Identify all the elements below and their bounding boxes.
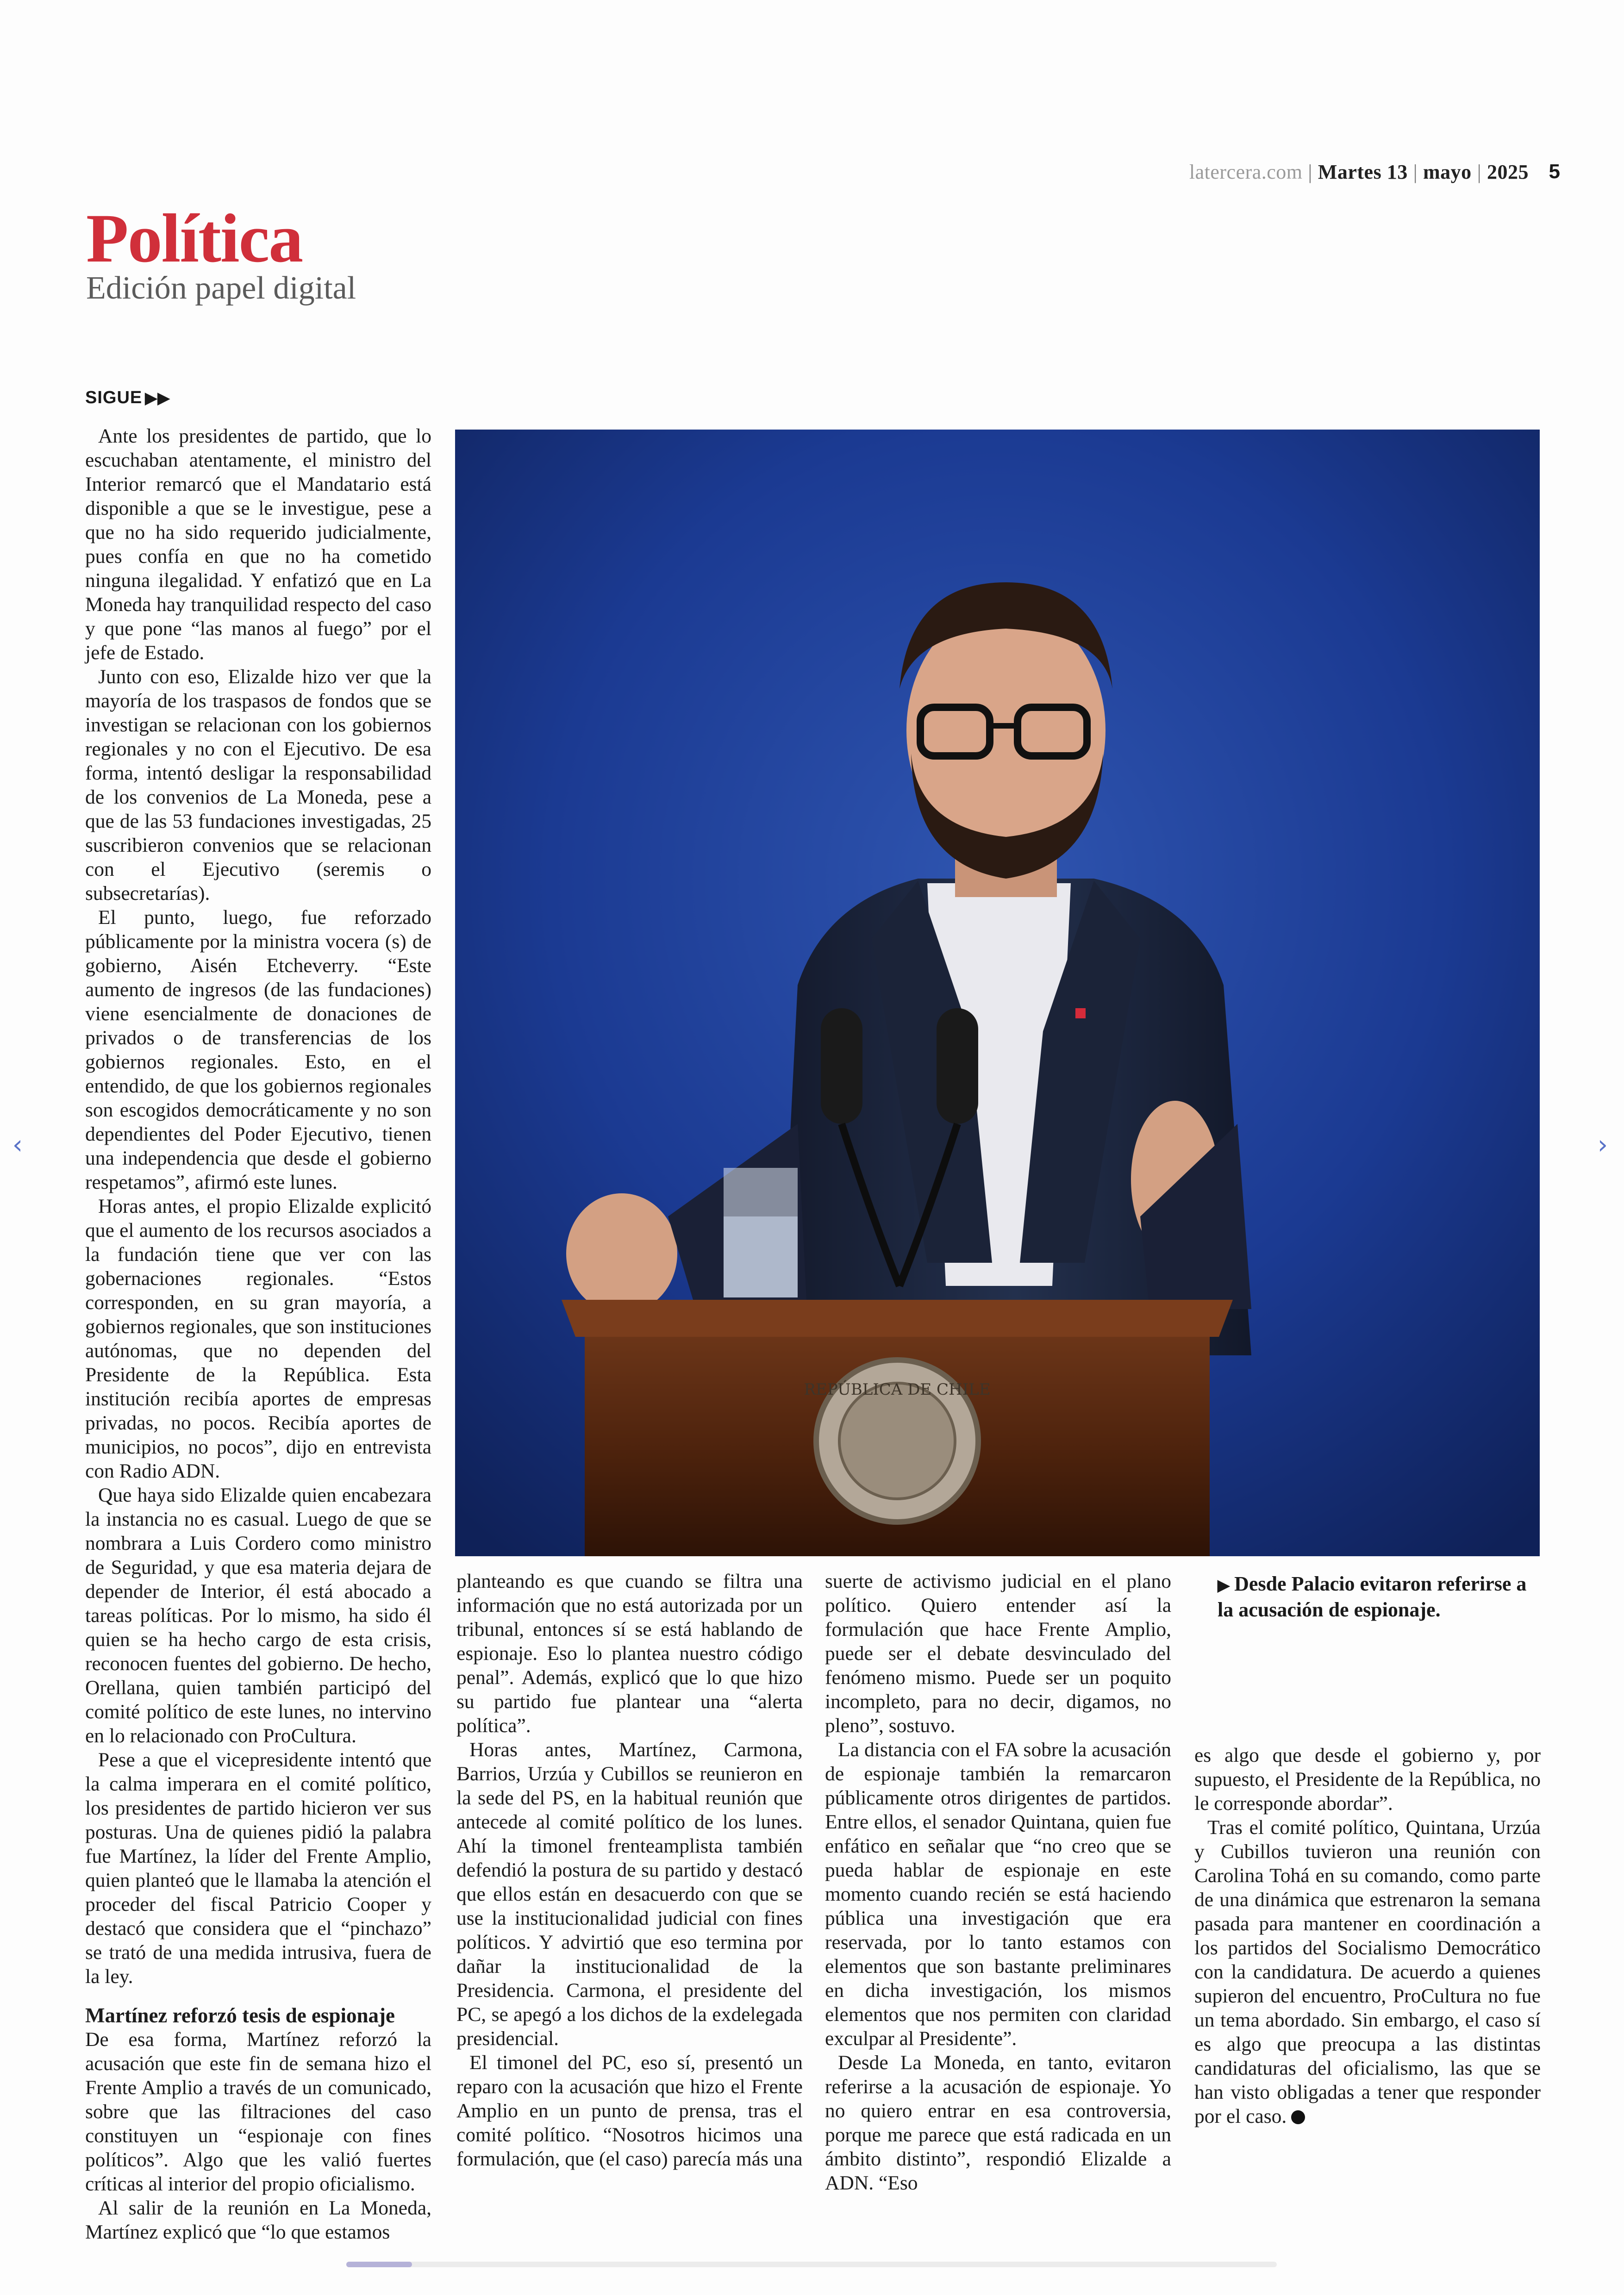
paragraph: El timonel del PC, eso sí, presentó un reparo con la acusación que hizo el Frente Amplio en un punto de prensa, tras el comité político. “Nosotros hicimos una formulación, que (el caso) parecía más una	[456, 2052, 803, 2170]
triangle-right-icon: ▶	[1218, 1577, 1230, 1594]
header-year: 2025	[1487, 161, 1529, 183]
chevron-left-icon[interactable]: ‹	[12, 1130, 23, 1160]
paragraph: Desde La Moneda, en tanto, evitaron referirse a la acusación de espionaje. Yo no quiero entrar en esa controversia, porque me parece que está radicada en un ámbito distinto”, respondió Elizalde a ADN. “Eso	[825, 2052, 1171, 2194]
paragraph-text: Tras el comité político, Quintana, Urzúa y Cubillos tuvieron una reunión con Carolina Tohá en su comando, como parte de una dinámica que estrenaron la semana pasada para mantener en coordinación a los partidos del Socialismo Democrático con la candidatura. De acuerdo a quienes supieron del encuentro, ProCultura no fue un tema abordado. Sin embargo, el caso sí es algo que preocupa a las distintas candidaturas del oficialismo, las que se han visto obligadas a tener que responder por el caso.	[1194, 1816, 1541, 2127]
subheading: Martínez reforzó tesis de espionaje	[85, 2004, 395, 2027]
photo-illustration	[455, 430, 1540, 1556]
paragraph: Horas antes, el propio Elizalde explicitó que el aumento de los recursos asociados a la fundación tiene que ver con las gobernaciones regionales. “Estos corresponden, en su gran mayoría, a gobiernos regionales, que son instituciones autónomas, que no dependen del Presidente de la República. Esta institución recibía aportes de empresas privadas, no pocos. Recibía aportes de municipios, no pocos”, dijo en entrevista con Radio ADN.	[85, 1195, 431, 1482]
header-month: mayo	[1423, 161, 1472, 183]
paragraph: es algo que desde el gobierno y, por supuesto, el Presidente de la República, no le corresponde abordar”.	[1194, 1744, 1541, 1815]
paragraph: suerte de activismo judicial en el plano político. Quiero entender así la formulación que hace Frente Amplio, puede ser el debate desvinculado del fenómeno mismo. Puede ser un poquito incompleto, para no decir, digamos, no pleno”, sostuvo.	[825, 1570, 1171, 1737]
kicker-label: SIGUE	[85, 388, 143, 407]
article-column-3	[825, 1569, 1171, 2194]
paragraph: De esa forma, Martínez reforzó la acusación que este fin de semana hizo el Frente Amplio a través de un comunicado, sobre que las filtraciones del caso constituyen un “espionaje con fines políticos”. Algo que les valió fuertes críticas al interior del propio oficialismo.	[85, 2028, 431, 2195]
article-column-4	[1194, 1743, 1541, 2137]
header-meta: latercera.com | Martes 13 | mayo | 2025	[1189, 161, 1529, 183]
paragraph: Ante los presidentes de partido, que lo escuchaban atentamente, el ministro del Interior remarcó que el Mandatario está disponible a que se le investigue, pese a que no ha sido requerido judicialmente, pues confía en que no ha cometido ninguna ilegalidad. Y enfatizó que en La Moneda hay tranquilidad respecto del caso y que pone “las manos al fuego” por el jefe de Estado.	[85, 425, 431, 664]
chevron-right-icon[interactable]: ›	[1597, 1130, 1608, 1160]
kicker	[85, 388, 170, 408]
paragraph	[1194, 1815, 1541, 2128]
end-dot-icon	[1291, 2110, 1305, 2124]
site-name: latercera.com	[1189, 161, 1303, 183]
double-arrow-right-icon: ▶▶	[145, 389, 170, 407]
page-scroll-track[interactable]	[346, 2262, 1277, 2267]
paragraph: planteando es que cuando se filtra una información que no está autorizada por un tribunal, entonces sí se está hablando de espionaje. Eso lo plantea nuestro código penal”. Además, explicó que lo que hizo su partido fue plantear una “alerta política”.	[456, 1570, 803, 1737]
page-number: 5	[1549, 160, 1560, 183]
article-photo	[455, 430, 1540, 1556]
paragraph: Al salir de la reunión en La Moneda, Martínez explicó que “lo que estamos	[85, 2197, 431, 2243]
article-column-2	[456, 1569, 803, 2170]
photo-caption	[1218, 1572, 1542, 1622]
article-column-1	[85, 424, 431, 2243]
caption-text: Desde Palacio evitaron referirse a la acusación de espionaje.	[1218, 1572, 1527, 1621]
paragraph: El punto, luego, fue reforzado públicamente por la ministra vocera (s) de gobierno, Aisén Etcheverry. “Este aumento de ingresos (de las fundaciones) viene esencialmente de donaciones de privados o de transferencias de los gobiernos regionales. Esto, en el entendido, de que los gobiernos regionales son escogidos democráticamente y no son dependientes del Poder Ejecutivo, tienen una independencia que desde el gobierno respetamos”, afirmó este lunes.	[85, 906, 431, 1193]
paragraph: La distancia con el FA sobre la acusación de espionaje también la remarcaron públicamente otros dirigentes de partidos. Entre ellos, el senador Quintana, quien fue enfático en señalar que “no creo que se pueda hablar de espionaje en este momento cuando recién se está haciendo pública una investigación que era reservada, por lo tanto estamos con elementos que son bastante preliminares en dicha investigación, los mismos elementos que nos permiten con claridad exculpar al Presidente”.	[825, 1739, 1171, 2050]
paragraph: Horas antes, Martínez, Carmona, Barrios, Urzúa y Cubillos se reunieron en la sede del PS, en la habitual reunión que antecede al comité político de los lunes. Ahí la timonel frenteamplista también defendió la postura de su partido y destacó que ellos están en desacuerdo con que se use la institucionalidad judicial con fines políticos. Y advirtió que eso termina por dañar la institucionalidad de la Presidencia. Carmona, el presidente del PC, se apegó a los dichos de la exdelegada presidencial.	[456, 1739, 803, 2050]
page-scroll-thumb[interactable]	[346, 2262, 412, 2267]
seal-text: REPÚBLICA DE CHILE	[804, 1380, 991, 1399]
section-subtitle: Edición papel digital	[86, 270, 356, 306]
paragraph: Junto con eso, Elizalde hizo ver que la mayoría de los traspasos de fondos que se investigan se relacionan con los gobiernos regionales y no con el Ejecutivo. De esa forma, intentó desligar la responsabilidad de los convenios de La Moneda, pese a que de las 53 fundaciones investigadas, 25 suscribieron convenios que se relacionan con el Ejecutivo (seremis o subsecretarías).	[85, 666, 431, 904]
section-title: Política	[86, 200, 303, 277]
header-day: Martes 13	[1318, 161, 1408, 183]
paragraph: Que haya sido Elizalde quien encabezara la instancia no es casual. Luego de que se nombrara a Luis Cordero como ministro de Seguridad, y que esa materia dejara de depender de Interior, él está abocado a tareas políticas. Por lo mismo, ha sido él quien se ha hecho cargo de esta crisis, reconocen fuentes del gobierno. De hecho, Orellana, quien también participó del comité político de este lunes, no intervino en lo relacionado con ProCultura.	[85, 1484, 431, 1747]
paragraph: Pese a que el vicepresidente intentó que la calma imperara en el comité político, los presidentes de partido hicieron ver sus posturas. Una de quienes pidió la palabra fue Martínez, la líder del Frente Amplio, quien planteó que le llamaba la atención el proceder del fiscal Patricio Cooper y destacó que considera que el “pinchazo” se trató de una medida intrusiva, fuera de la ley.	[85, 1749, 431, 1988]
